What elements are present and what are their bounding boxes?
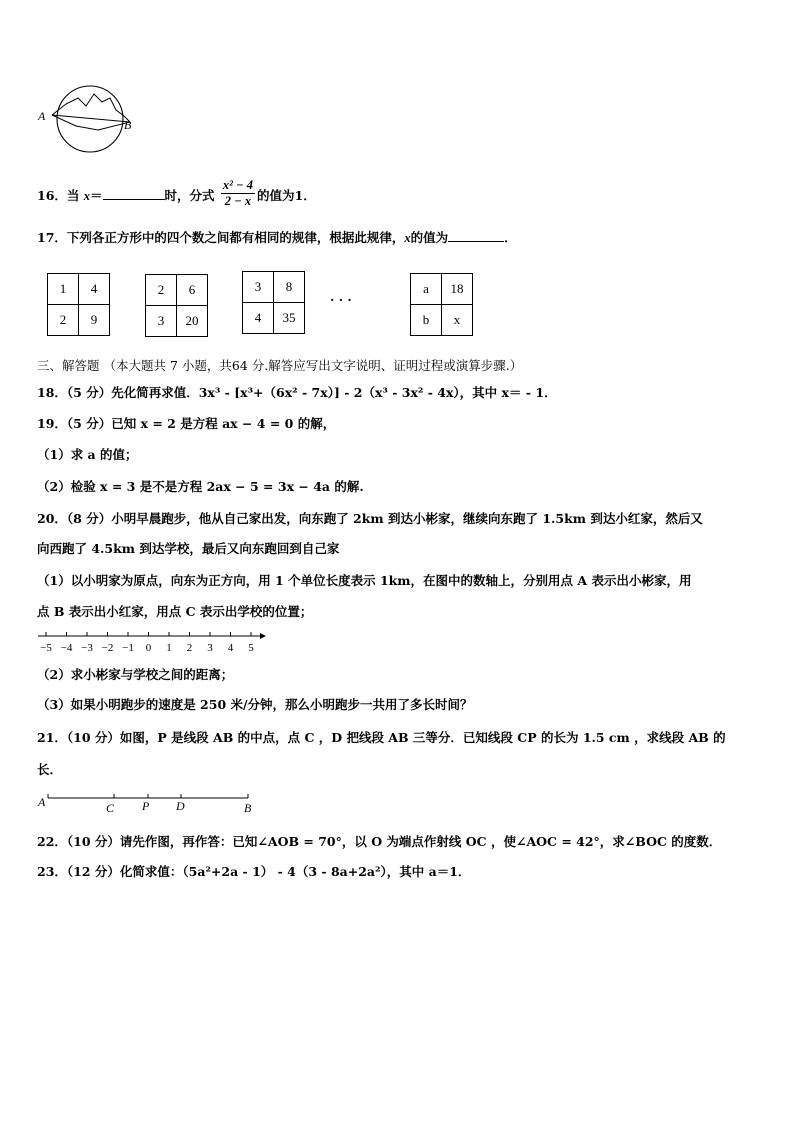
- tick-label: 3: [207, 642, 213, 654]
- cell: 3: [243, 272, 274, 303]
- number-line: [36, 630, 266, 656]
- question-20-part2: （2）求小彬家与学校之间的距离；: [37, 667, 234, 682]
- point-a: A: [38, 795, 46, 809]
- cell: a: [411, 274, 442, 305]
- q16-number: 16．: [37, 188, 67, 203]
- question-19-part1: （1）求 a 的值；: [37, 447, 138, 462]
- cell: x: [442, 305, 473, 336]
- question-23: 23．（12 分）化简求值：（5a²+2a - 1） - 4（3 - 8a+2a²），其中 a＝1．: [37, 864, 471, 879]
- q17-text: 17．下列各正方形中的四个数之间都有相同的规律，根据此规律，: [37, 230, 405, 245]
- question-21: 21．（10 分）如图，P 是线段 AB 的中点，点 C ，D 把线段 AB 三等分．已知线段 CP 的长为 1.5 cm ，求线段 AB 的: [37, 730, 726, 745]
- q16-text3: 时，分式: [164, 188, 215, 203]
- fraction: [221, 178, 255, 209]
- question-20-part1-cont: 点 B 表示出小红家，用点 C 表示出学校的位置；: [37, 604, 313, 619]
- q16-var: x: [83, 189, 91, 203]
- ellipsis: · · ·: [330, 292, 352, 307]
- tick-label: −3: [81, 642, 93, 654]
- point-b: B: [244, 801, 252, 815]
- square-4: [410, 273, 473, 336]
- question-20-part3: （3）如果小明跑步的速度是 250 米/分钟，那么小明跑步一共用了多长时间？: [37, 697, 473, 712]
- tick-label: 2: [186, 642, 193, 654]
- point-p: P: [142, 799, 150, 813]
- cell: 8: [274, 272, 305, 303]
- q17-end: ．: [504, 230, 517, 245]
- cell: b: [411, 305, 442, 336]
- point-c: C: [106, 801, 115, 815]
- cell: 9: [79, 305, 110, 336]
- label-a: A: [38, 109, 46, 123]
- cell: 20: [177, 306, 208, 337]
- tick-label: −2: [101, 642, 114, 654]
- question-19: 19．（5 分）已知 x = 2 是方程 ax − 4 = 0 的解，: [37, 416, 336, 431]
- tick-label: 4: [227, 642, 234, 654]
- tick-label: −1: [122, 642, 134, 654]
- q16-eq: ＝: [90, 188, 103, 203]
- question-20-part1: （1）以小明家为原点，向东为正方向，用 1 个单位长度表示 1km，在图中的数轴上，分别用点 A 表示出小彬家，用: [37, 573, 692, 588]
- square-1: [47, 273, 110, 336]
- question-20: 20．（8 分）小明早晨跑步，他从自己家出发，向东跑了 2km 到达小彬家，继续向东跑了 1.5km 到达小红家，然后又: [37, 511, 703, 526]
- question-18: 18．（5 分）先化简再求值．3x³ - [x³+（6x² - 7x）] - 2（x³ - 3x² - 4x），其中 x＝ - 1．: [37, 385, 557, 400]
- tick-label: 0: [145, 642, 152, 654]
- cell: 18: [442, 274, 473, 305]
- cell: 2: [48, 305, 79, 336]
- segment-figure: [36, 790, 266, 816]
- label-b: B: [124, 118, 132, 132]
- cell: 4: [79, 274, 110, 305]
- answer-blank-17[interactable]: [448, 229, 504, 242]
- tick-label: 1: [166, 642, 172, 654]
- question-16: [37, 178, 316, 212]
- question-22: 22．（10 分）请先作图，再作答：已知∠AOB = 70°，以 O 为端点作射线 OC ，使∠AOC = 42°，求∠BOC 的度数．: [37, 834, 722, 849]
- answer-blank-16[interactable]: [103, 187, 165, 200]
- q17-var: x: [404, 231, 411, 245]
- point-d: D: [176, 799, 185, 813]
- q17-text2: 的值为: [410, 230, 449, 245]
- fraction-numerator: x² − 4: [222, 178, 253, 192]
- q16-text4: 的值为1．: [257, 188, 316, 203]
- question-17: [37, 229, 517, 246]
- circle-figure: [36, 82, 146, 154]
- square-2: [145, 274, 208, 337]
- tick-label: 5: [248, 642, 254, 654]
- cell: 2: [146, 275, 177, 306]
- question-19-part2: （2）检验 x = 3 是不是方程 2ax − 5 = 3x − 4a 的解.: [37, 479, 364, 494]
- fraction-denominator: 2 − x: [224, 194, 252, 208]
- cell: 4: [243, 303, 274, 334]
- cell: 3: [146, 306, 177, 337]
- question-21-cont: 长．: [37, 762, 63, 777]
- tick-label: −4: [60, 642, 73, 654]
- section-heading: 三、解答题 （本大题共 7 小题，共64 分.解答应写出文字说明、证明过程或演算步骤.）: [37, 358, 523, 373]
- question-20-cont: 向西跑了 4.5km 到达学校，最后又向东跑回到自己家: [37, 541, 340, 556]
- cell: 35: [274, 303, 305, 334]
- q16-text1: 当: [66, 188, 80, 203]
- square-3: [242, 271, 305, 334]
- tick-label: −5: [40, 642, 52, 654]
- cell: 1: [48, 274, 79, 305]
- cell: 6: [177, 275, 208, 306]
